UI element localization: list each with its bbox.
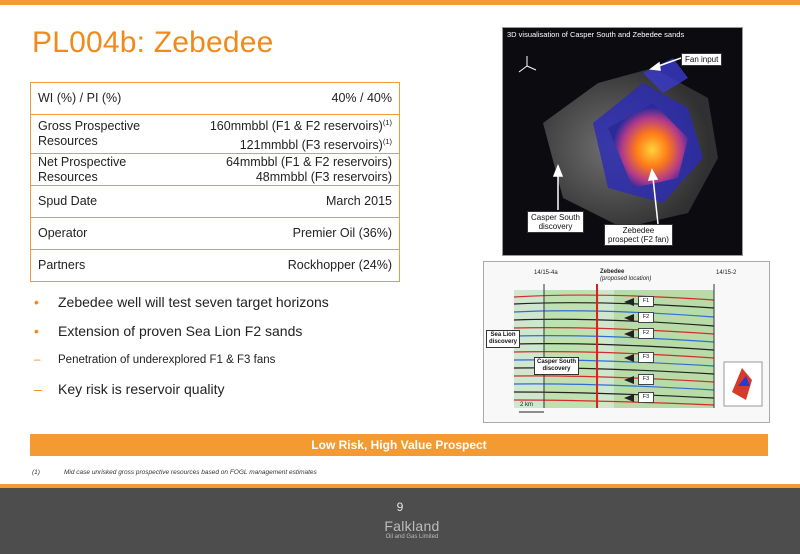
well-label-right: 14/15-2 [716, 270, 737, 276]
figure-seismic-section [483, 261, 770, 423]
fan-label: F2 [638, 328, 654, 339]
table-row [31, 250, 400, 282]
gross-label-line1: Gross Prospective [38, 119, 141, 134]
footnote [32, 469, 317, 476]
table-row [31, 218, 400, 250]
gross-label-line2: Resources [38, 134, 98, 149]
casper-zone [544, 290, 599, 408]
fan-label: F2 [638, 312, 654, 323]
spud-date-value: March 2015 [195, 186, 400, 218]
zebedee-prospect-label [604, 224, 673, 246]
net-value-line1: 64mmbbl (F1 & F2 reservoirs) [225, 154, 392, 169]
fan-label: F3 [638, 352, 654, 363]
fan-label: F1 [638, 296, 654, 307]
footnote-text: Mid case unrisked gross prospective resources based on FOGL management estimates [64, 469, 317, 476]
bullet-marker: • [34, 323, 39, 339]
table-row [31, 83, 400, 115]
axis-triad-icon [519, 56, 536, 72]
table-row [31, 186, 400, 218]
fan-input-label: Fan input [681, 53, 722, 66]
casper-south-seismic-label [534, 357, 579, 375]
net-label-line1: Net Prospective [38, 154, 127, 169]
bullet-text: Zebedee well will test seven target horizons [58, 294, 329, 310]
scale-label: 2 km [520, 402, 534, 408]
label-line: prospect (F2 fan) [608, 235, 669, 244]
fan-label: F3 [638, 374, 654, 385]
gross-value-line2: 121mmbbl (F3 reservoirs) [239, 138, 383, 153]
footnote-ref: (1) [382, 118, 392, 127]
slide-title: PL004b: Zebedee [32, 26, 274, 59]
bullet-item [34, 321, 454, 341]
logo-subtitle: Oil and Gas Limited [385, 534, 439, 540]
page-number: 9 [396, 500, 404, 514]
label-line: discovery [538, 222, 573, 231]
gross-resources-label [31, 115, 196, 154]
partners-value: Rockhopper (24%) [195, 250, 400, 282]
seismic-image [484, 262, 769, 422]
slide-footer [0, 488, 800, 554]
bullet-text: Extension of proven Sea Lion F2 sands [58, 323, 303, 339]
net-resources-label [31, 154, 196, 186]
label-line: discovery [489, 339, 518, 345]
well-label-left: 14/15-4a [534, 270, 558, 276]
bullet-marker: • [34, 294, 39, 310]
partners-label: Partners [31, 250, 196, 282]
bullet-text: Key risk is reservoir quality [58, 381, 225, 397]
footnote-ref: (1) [382, 137, 392, 147]
bullet-marker: – [34, 354, 41, 366]
prospect-info-table [30, 82, 400, 282]
label-line: discovery [542, 366, 571, 372]
gross-resources-value [195, 115, 400, 154]
table-row [31, 154, 400, 186]
net-value-line2: 48mmbbl (F3 reservoirs) [255, 169, 392, 184]
wi-pi-label: WI (%) / PI (%) [38, 91, 122, 105]
well-label-zebedee: Zebedee [600, 269, 625, 275]
summary-banner: Low Risk, High Value Prospect [30, 434, 768, 456]
figure-3d-caption: 3D visualisation of Casper South and Zebedee sands [507, 30, 685, 39]
wi-pi-value: 40% / 40% [331, 91, 392, 105]
label-line: Casper South [531, 213, 580, 222]
gross-value-line1: 160mmbbl (F1 & F2 reservoirs) [209, 119, 383, 134]
bullet-list [34, 292, 454, 408]
spud-date-label: Spud Date [31, 186, 196, 218]
bullet-text: Penetration of underexplored F1 & F3 fans [58, 354, 276, 366]
fan-label: F3 [638, 392, 654, 403]
company-logo [372, 519, 452, 541]
net-resources-value [195, 154, 400, 186]
footnote-number: (1) [32, 469, 40, 476]
bullet-marker: – [34, 381, 42, 397]
label-line: Sea Lion [490, 332, 516, 338]
operator-label: Operator [31, 218, 196, 250]
logo-name: Falkland [384, 518, 440, 534]
figure-3d-visualisation [502, 27, 743, 256]
sea-lion-label [486, 330, 520, 348]
sub-bullet-item [34, 350, 454, 370]
operator-value: Premier Oil (36%) [195, 218, 400, 250]
label-line: Zebedee [622, 226, 655, 235]
top-accent-rule [0, 0, 800, 5]
bullet-item [34, 379, 454, 399]
table-row [31, 115, 400, 154]
label-line: Casper South [537, 359, 577, 365]
net-label-line2: Resources [38, 169, 98, 184]
well-label-zebedee-sub: (proposed location) [600, 276, 652, 282]
bullet-item [34, 292, 454, 312]
casper-south-label [527, 211, 584, 233]
